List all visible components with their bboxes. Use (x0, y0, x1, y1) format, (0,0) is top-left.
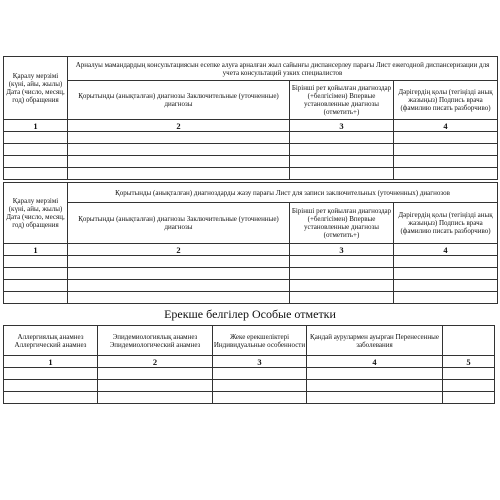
column-number: 5 (443, 356, 495, 368)
entry-cell[interactable] (213, 368, 307, 380)
entry-cell[interactable] (68, 292, 290, 304)
group-header: Арналуы мамандардың консультациясын есепке алуға арналған жыл сайынғы диспансерлеу парағы Лист ежегодной диспансеризации для учета консультаций узких специалистов (68, 57, 498, 81)
column-number: 3 (290, 120, 394, 132)
entry-cell[interactable] (443, 380, 495, 392)
entry-cell[interactable] (4, 268, 68, 280)
past-diseases-header: Қандай аурулармен ауырған Перенесенные заболевания (307, 326, 443, 356)
entry-cell[interactable] (394, 256, 498, 268)
entry-cell[interactable] (4, 368, 98, 380)
column-number: 1 (4, 356, 98, 368)
entry-cell[interactable] (68, 280, 290, 292)
entry-cell[interactable] (394, 292, 498, 304)
column-number: 1 (4, 120, 68, 132)
entry-cell[interactable] (290, 292, 394, 304)
final-diagnoses-table (3, 182, 498, 304)
table-row (4, 256, 498, 268)
table-row (4, 132, 498, 144)
entry-cell[interactable] (307, 392, 443, 404)
entry-cell[interactable] (394, 268, 498, 280)
date-header: Қаралу мерзімі (күні, айы, жылы) Дата (число, месяц, год) обращения (4, 57, 68, 120)
table-row (4, 368, 495, 380)
doctor-signature-header: Дәрігердің қолы (тегіңізді анық жазыңыз) Подпись врача (фамилию писать разборчиво) (394, 81, 498, 120)
doctor-signature-header: Дәрігердің қолы (тегіңізді анық жазыңыз) Подпись врача (фамилию писать разборчиво) (394, 203, 498, 244)
entry-cell[interactable] (4, 256, 68, 268)
entry-cell[interactable] (68, 156, 290, 168)
entry-cell[interactable] (98, 392, 213, 404)
entry-cell[interactable] (98, 368, 213, 380)
column-number: 2 (68, 244, 290, 256)
entry-cell[interactable] (290, 256, 394, 268)
entry-cell[interactable] (68, 256, 290, 268)
extra-column-header (443, 326, 495, 356)
table-row (4, 392, 495, 404)
entry-cell[interactable] (213, 380, 307, 392)
first-diagnosis-header: Бірінші рет қойылған диагноздар (+белгісімен) Впервые установленные диагнозы (отметить+) (290, 203, 394, 244)
entry-cell[interactable] (290, 144, 394, 156)
entry-cell[interactable] (68, 132, 290, 144)
entry-cell[interactable] (290, 168, 394, 180)
entry-cell[interactable] (68, 268, 290, 280)
entry-cell[interactable] (290, 268, 394, 280)
entry-cell[interactable] (290, 156, 394, 168)
epidemiology-history-header: Эпидемиологиялық анамнез Эпидемиологический анамнез (98, 326, 213, 356)
table-row (4, 292, 498, 304)
entry-cell[interactable] (290, 132, 394, 144)
entry-cell[interactable] (4, 132, 68, 144)
final-diagnosis-header: Қорытынды (анықталған) диагнозы Заключительные (уточненные) диагнозы (68, 203, 290, 244)
column-number: 4 (394, 244, 498, 256)
entry-cell[interactable] (4, 292, 68, 304)
entry-cell[interactable] (443, 368, 495, 380)
table-row (4, 380, 495, 392)
special-marks-table (3, 325, 495, 404)
entry-cell[interactable] (4, 380, 98, 392)
entry-cell[interactable] (4, 280, 68, 292)
entry-cell[interactable] (213, 392, 307, 404)
entry-cell[interactable] (307, 380, 443, 392)
special-marks-title: Ерекше белгілер Особые отметки (164, 307, 336, 321)
column-number: 2 (68, 120, 290, 132)
individual-features-header: Жеке ерекшеліктері Индивидуальные особенности (213, 326, 307, 356)
final-diagnosis-header: Қорытынды (анықталған) диагнозы Заключительные (уточненные) диагнозы (68, 81, 290, 120)
table-row (4, 268, 498, 280)
entry-cell[interactable] (68, 144, 290, 156)
entry-cell[interactable] (394, 132, 498, 144)
column-number: 3 (213, 356, 307, 368)
table-row (4, 156, 498, 168)
entry-cell[interactable] (307, 368, 443, 380)
entry-cell[interactable] (4, 144, 68, 156)
date-header: Қаралу мерзімі (күні, айы, жылы) Дата (число, месяц, год) обращения (4, 183, 68, 244)
allergy-history-header: Аллергиялық анамнез Аллергический анамнез (4, 326, 98, 356)
entry-cell[interactable] (394, 280, 498, 292)
entry-cell[interactable] (394, 156, 498, 168)
entry-cell[interactable] (394, 144, 498, 156)
entry-cell[interactable] (4, 392, 98, 404)
entry-cell[interactable] (4, 168, 68, 180)
column-number: 4 (307, 356, 443, 368)
entry-cell[interactable] (290, 280, 394, 292)
entry-cell[interactable] (4, 156, 68, 168)
table-row (4, 168, 498, 180)
entry-cell[interactable] (443, 392, 495, 404)
table-row (4, 144, 498, 156)
table-row (4, 280, 498, 292)
group-header: Қорытынды (анықталған) диагноздарды жазу парағы Лист для записи заключительных (уточненных) диагнозов (68, 183, 498, 203)
consultation-dispensary-table (3, 56, 498, 180)
first-diagnosis-header: Бірінші рет қойылған диагноздар (+белгісімен) Впервые установленные диагнозы (отметить+) (290, 81, 394, 120)
column-number: 4 (394, 120, 498, 132)
column-number: 2 (98, 356, 213, 368)
entry-cell[interactable] (68, 168, 290, 180)
entry-cell[interactable] (394, 168, 498, 180)
column-number: 3 (290, 244, 394, 256)
column-number: 1 (4, 244, 68, 256)
entry-cell[interactable] (98, 380, 213, 392)
